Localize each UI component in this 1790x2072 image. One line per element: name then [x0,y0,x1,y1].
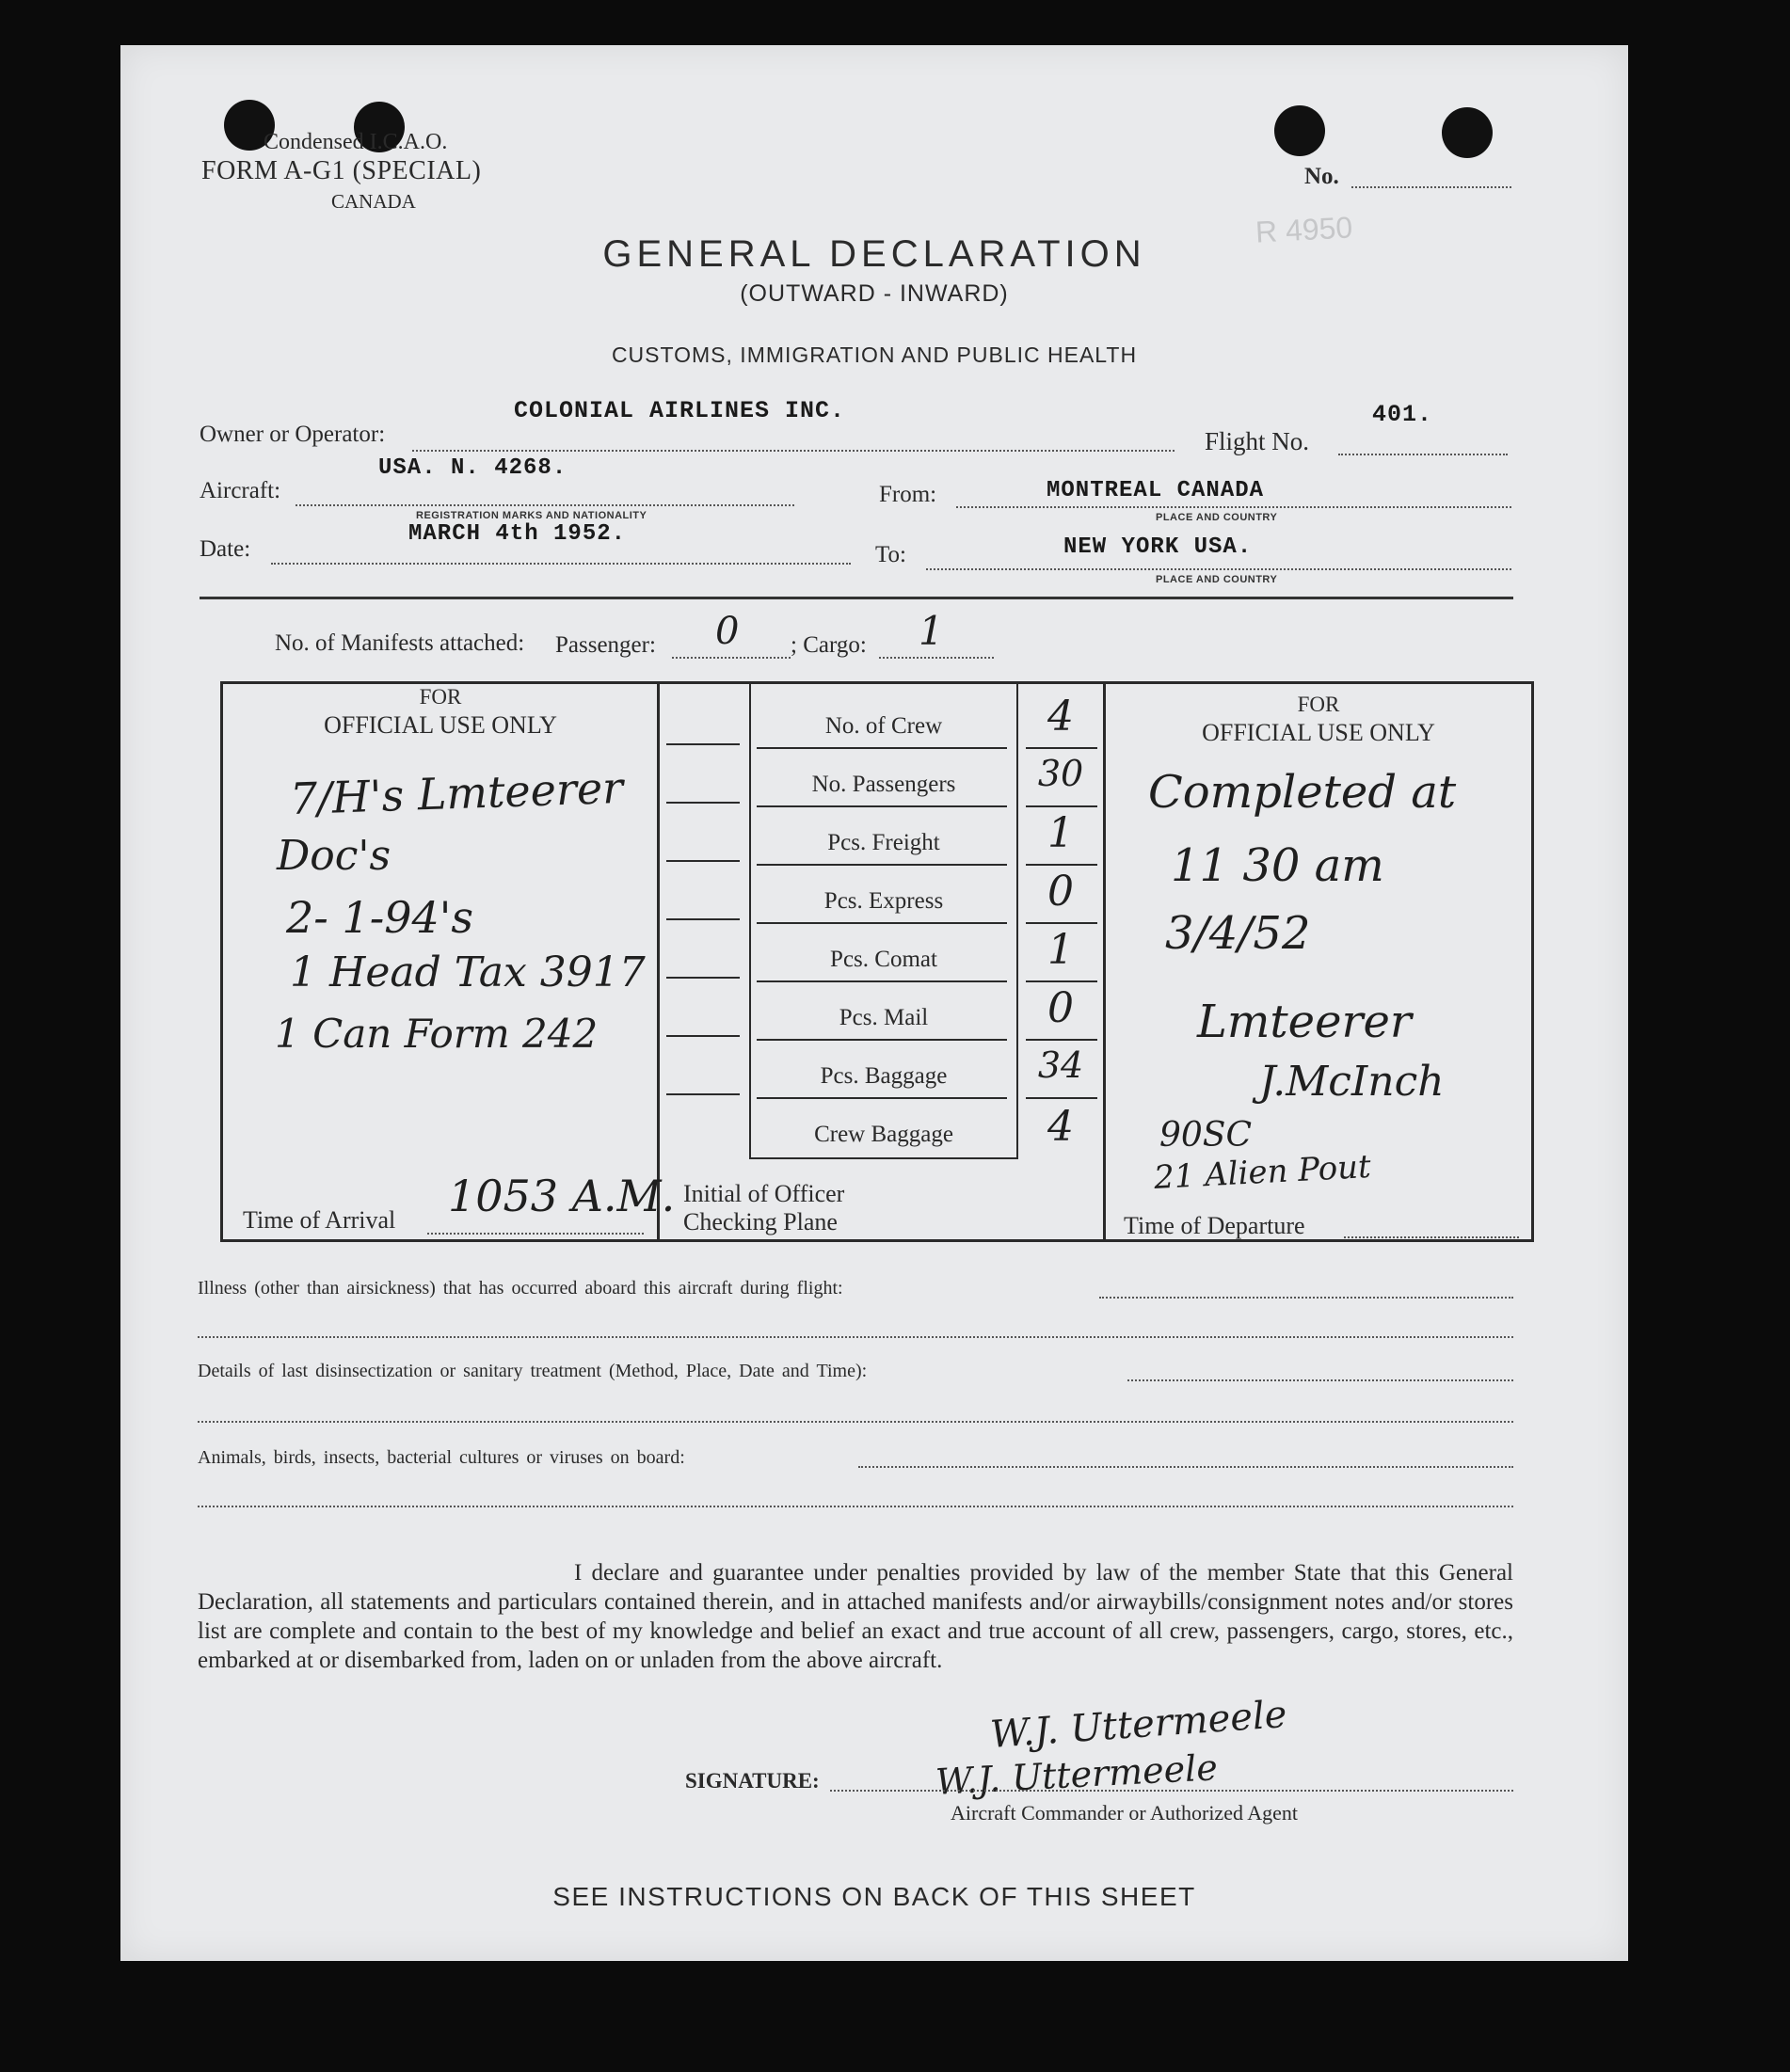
flight-line [1338,454,1508,455]
from-line [956,506,1511,508]
manifests-label: No. of Manifests attached: [275,630,525,656]
right-note-6: 90SC [1159,1116,1253,1155]
to-value: NEW YORK USA. [1063,534,1253,560]
to-line [926,568,1511,570]
date-value: MARCH 4th 1952. [408,521,627,547]
left-note-1: 7/H's Lmteerer [289,761,624,825]
passenger-manifest-line [672,657,791,659]
form-no-line [1351,186,1511,188]
from-label: From: [879,482,937,507]
disinsectization-line [198,1421,1513,1423]
aircraft-line [296,504,794,506]
aircraft-label: Aircraft: [200,478,281,503]
animals-line [198,1506,1513,1507]
row-label-express: Pcs. Express [823,888,944,914]
signature-caption: Aircraft Commander or Authorized Agent [951,1801,1299,1825]
disinsectization-label: Details of last disinsectization or sanitary treatment (Method, Place, Date and Time): [198,1361,868,1381]
right-note-4: Lmteerer [1197,996,1412,1048]
left-note-5: 1 Can Form 242 [275,1011,599,1057]
declaration-text: I declare and guarantee under penalties provided by law of the member State that this General Declaration, all statements and particulars contained therein, and in attached manifests and/or airwaybills/consignment notes and/or stores list are complete and contain to the best of my knowledge and belief an exact and true account of all crew, passengers, cargo, stores, etc., embarked at or disembarked from, laden on or unladen from the above aircraft. [198,1560,1513,1673]
signature-scrawl-2: W.J. Uttermeele [935,1746,1219,1803]
cargo-manifest-value: 1 [919,608,944,654]
row-label-baggage: Pcs. Baggage [820,1063,948,1089]
cargo-manifest-label: ; Cargo: [791,632,867,658]
row-label-freight: Pcs. Freight [827,830,940,855]
time-arrival-label: Time of Arrival [243,1206,396,1234]
left-note-2: Doc's [277,832,392,880]
row-label-mail: Pcs. Mail [839,1005,929,1030]
right-official-header-for: FOR [1297,693,1340,716]
row-value-baggage: 34 [1037,1044,1084,1086]
left-official-header-for: FOR [419,685,462,709]
right-note-3: 3/4/52 [1165,907,1311,960]
row-value-comat: 1 [1047,926,1074,974]
to-label: To: [875,542,906,567]
right-official-header: OFFICIAL USE ONLY [1202,719,1435,746]
form-number: FORM A-G1 (SPECIAL) [201,156,482,185]
from-value: MONTREAL CANADA [1047,478,1265,503]
signature-label: SIGNATURE: [685,1769,820,1793]
owner-value: COLONIAL AIRLINES INC. [514,397,846,424]
left-note-3: 2- 1-94's [286,892,474,943]
animals-label: Animals, birds, insects, bacterial cultures or viruses on board: [198,1447,685,1468]
right-note-7: 21 Alien Pout [1153,1147,1372,1198]
form-no-label: No. [1304,164,1339,189]
time-departure-line [1344,1236,1519,1238]
right-note-2: 11 30 am [1171,839,1384,892]
passenger-manifest-label: Passenger: [555,632,656,658]
row-value-crew: 4 [1047,693,1074,741]
illness-label: Illness (other than airsickness) that has occurred aboard this aircraft during flight: [198,1278,843,1299]
signature-scrawl-1: W.J. Uttermeele [988,1693,1288,1757]
left-official-header: OFFICIAL USE ONLY [324,711,557,739]
to-caption: PLACE AND COUNTRY [1156,574,1278,585]
initial-officer-label: Initial of Officer [683,1180,845,1207]
instructions-footer: SEE INSTRUCTIONS ON BACK OF THIS SHEET [552,1882,1196,1911]
time-departure-label: Time of Departure [1124,1212,1305,1239]
owner-label: Owner or Operator: [200,422,386,447]
time-arrival-value: 1053 A.M. [448,1171,676,1221]
right-note-1: Completed at [1148,766,1457,819]
row-value-express: 0 [1047,868,1074,916]
cargo-manifest-line [879,657,994,659]
flight-value: 401. [1372,401,1433,428]
aircraft-value: USA. N. 4268. [378,455,567,481]
document-subtitle: (OUTWARD - INWARD) [740,280,1009,307]
time-arrival-line [427,1233,644,1235]
document-title: GENERAL DECLARATION [602,233,1146,275]
flight-label: Flight No. [1205,427,1310,455]
date-line [271,563,851,565]
row-label-crew: No. of Crew [824,713,943,739]
punch-hole-icon [1274,105,1325,156]
passenger-manifest-value: 0 [715,610,740,653]
section-divider [200,597,1513,599]
right-note-5: J.McInch [1259,1058,1445,1106]
date-label: Date: [200,536,251,562]
document-sheet [120,45,1628,1961]
archive-stamp: R 4950 [1255,210,1354,249]
department-line: CUSTOMS, IMMIGRATION AND PUBLIC HEALTH [611,343,1138,367]
form-country: CANADA [331,190,416,213]
row-value-mail: 0 [1047,984,1074,1032]
row-value-crew-baggage: 4 [1047,1103,1074,1151]
owner-line [412,450,1175,452]
row-label-passengers: No. Passengers [811,772,956,797]
checking-plane-label: Checking Plane [683,1208,838,1235]
illness-line [198,1336,1513,1338]
from-caption: PLACE AND COUNTRY [1156,512,1278,523]
signature-line [830,1790,1513,1792]
aircraft-caption: REGISTRATION MARKS AND NATIONALITY [416,510,647,521]
row-value-passengers: 30 [1037,753,1084,794]
row-label-crew-baggage: Crew Baggage [814,1122,953,1147]
form-designation: Condensed I.C.A.O. [264,130,448,154]
left-note-4: 1 Head Tax 3917 [290,948,646,996]
row-value-freight: 1 [1047,809,1074,857]
row-label-comat: Pcs. Comat [830,947,937,972]
punch-hole-icon [1442,107,1493,158]
